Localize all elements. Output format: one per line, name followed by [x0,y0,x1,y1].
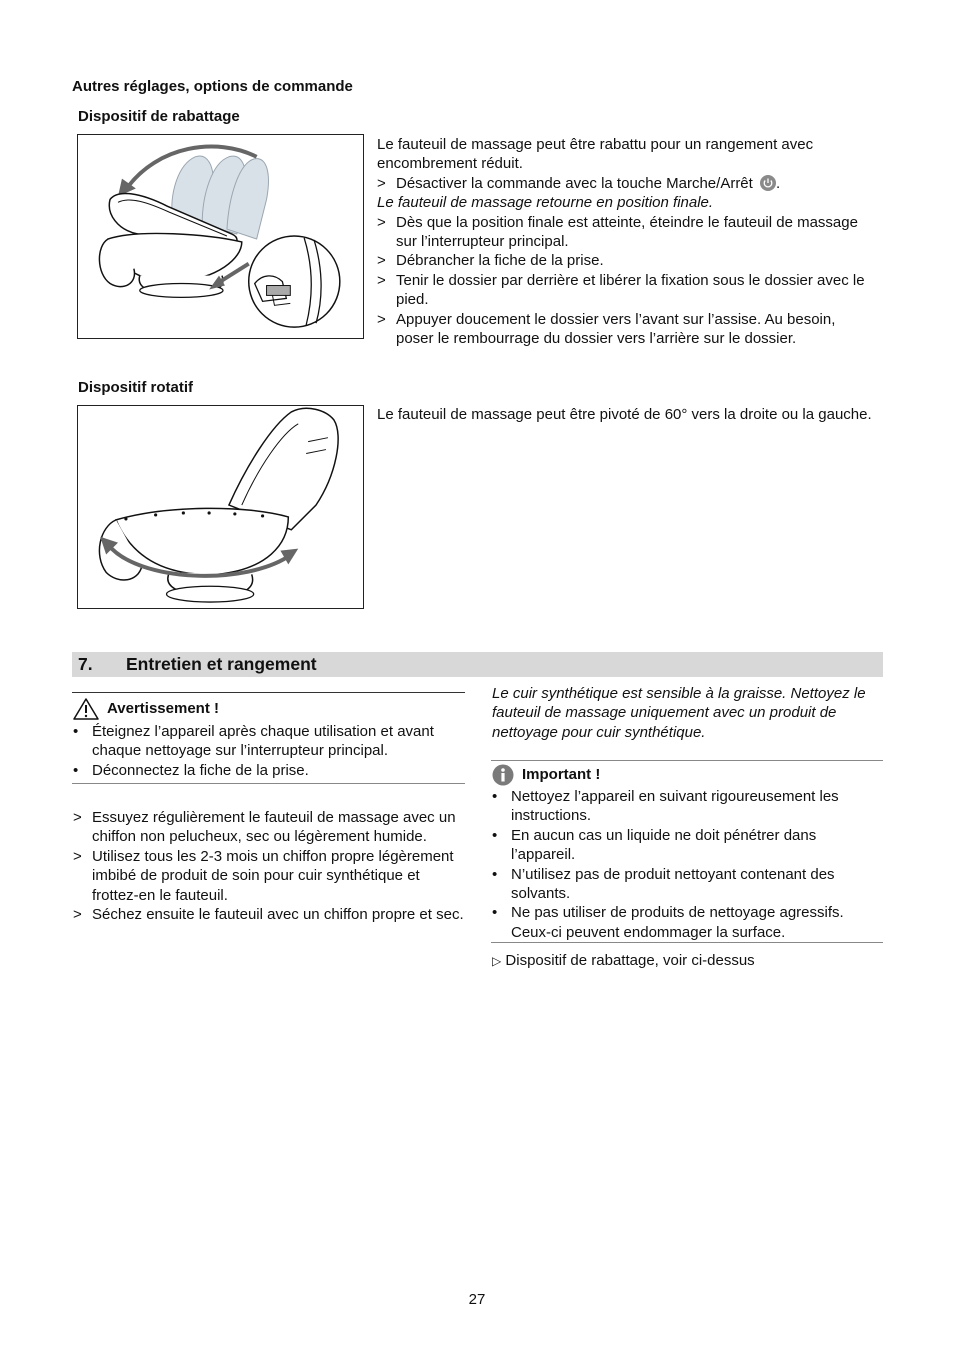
bullet: • [73,723,79,740]
step-marker: > [73,847,82,865]
section-heading-other-settings: Autres réglages, options de commande [72,78,353,95]
step-marker: > [377,310,386,328]
warning-title: Avertissement ! [107,700,219,718]
important-bottom-rule [491,942,883,943]
cross-reference [492,951,755,971]
fold-step-text: Débrancher la fiche de la prise. [396,252,604,270]
power-button-icon [760,175,776,191]
care-step [73,905,465,924]
step-marker: > [377,174,386,192]
warning-list [73,722,465,780]
step-marker: > [377,252,386,270]
step-marker: > [73,906,82,924]
page-number: 27 [468,1291,486,1308]
fold-step-1 [377,174,877,193]
warning-item [73,722,465,761]
fold-illustration [77,134,364,339]
warning-header [73,698,219,720]
important-header [492,764,600,786]
bullet: • [492,904,498,922]
fold-result: Le fauteuil de massage retourne en position finale. [377,194,714,212]
important-item [492,903,884,942]
warning-item-text: Déconnectez la fiche de la prise. [92,761,309,779]
fold-subheading: Dispositif de rabattage [78,108,240,125]
rotate-text: Le fauteuil de massage peut être pivoté de 60° vers la droite ou la gauche. [377,406,872,423]
warning-item [73,761,465,780]
important-title: Important ! [522,766,601,784]
warning-triangle-icon [73,698,99,720]
rotate-subheading: Dispositif rotatif [78,379,193,396]
cross-reference-text: Dispositif de rabattage, voir ci-dessus [505,952,755,969]
triangle-pointer-icon: ▷ [492,954,502,968]
bullet: • [73,761,79,779]
fold-intro: Le fauteuil de massage peut être rabattu pour un rangement avec encombrement réduit. [377,136,814,173]
important-item [492,787,884,826]
important-item-text: En aucun cas un liquide ne doit pénétrer dans l’appareil. [511,826,817,864]
important-item-text: Ne pas utiliser de produits de nettoyage agressifs. Ceux-ci peuvent endommager la surface. [511,904,844,941]
leather-note: Le cuir synthétique est sensible à la graisse. Nettoyez le fauteuil de massage uniquement avec un produit de nettoyage pour cuir synthétique. [492,685,866,741]
care-step [73,808,465,847]
warning-bottom-rule [72,783,465,784]
care-step-text: Utilisez tous les 2-3 mois un chiffon propre légèrement imbibé de produit de soin pour cuir synthétique et frottez-en le fauteuil. [92,847,454,904]
bullet: • [492,865,498,883]
fold-instructions [377,135,877,348]
fold-step-1-text: Désactiver la commande avec la touche Marche/Arrêt [396,174,753,192]
fold-step [377,310,877,349]
important-item-text: Nettoyez l’appareil en suivant rigoureusement les instructions. [511,788,839,825]
step-marker: > [377,271,386,289]
fold-step-text: Appuyer doucement le dossier vers l’avant sur l’assise. Au besoin, poser le rembourrage du dossier vers l’arrière sur le dossier. [396,310,836,348]
fold-step-text: Tenir le dossier par derrière et libérer la fixation sous le dossier avec le pied. [396,271,865,309]
section-header [72,652,883,677]
section-title: Entretien et rangement [126,654,317,674]
fold-step [377,271,877,310]
important-item [492,865,884,904]
important-top-rule [491,760,883,761]
fold-step-1-end: . [776,174,781,192]
care-step-text: Essuyez régulièrement le fauteuil de massage avec un chiffon non pelucheux, sec ou légèrement humide. [92,809,456,846]
care-steps [73,808,465,924]
fold-step [377,251,877,270]
important-item-text: N’utilisez pas de produit nettoyant contenant des solvants. [511,865,835,903]
fold-step-text: Dès que la position finale est atteinte, éteindre le fauteuil de massage sur l’interrupteur principal. [396,213,858,251]
rotate-illustration [77,405,364,609]
info-icon [492,764,514,786]
bullet: • [492,826,498,844]
rotating-chair-drawing [78,406,363,608]
warning-item-text: Éteignez l’appareil après chaque utilisation et avant chaque nettoyage sur l’interrupteur principal. [92,723,434,760]
step-marker: > [377,213,386,231]
care-step-text: Séchez ensuite le fauteuil avec un chiffon propre et sec. [92,906,464,924]
step-marker: > [73,809,82,826]
important-list [492,787,884,942]
care-step [73,847,465,905]
section-number: 7. [78,654,93,674]
folding-chair-drawing [78,135,363,338]
important-item [492,826,884,865]
fold-step [377,213,877,252]
warning-top-rule [72,692,465,693]
bullet: • [492,788,498,805]
